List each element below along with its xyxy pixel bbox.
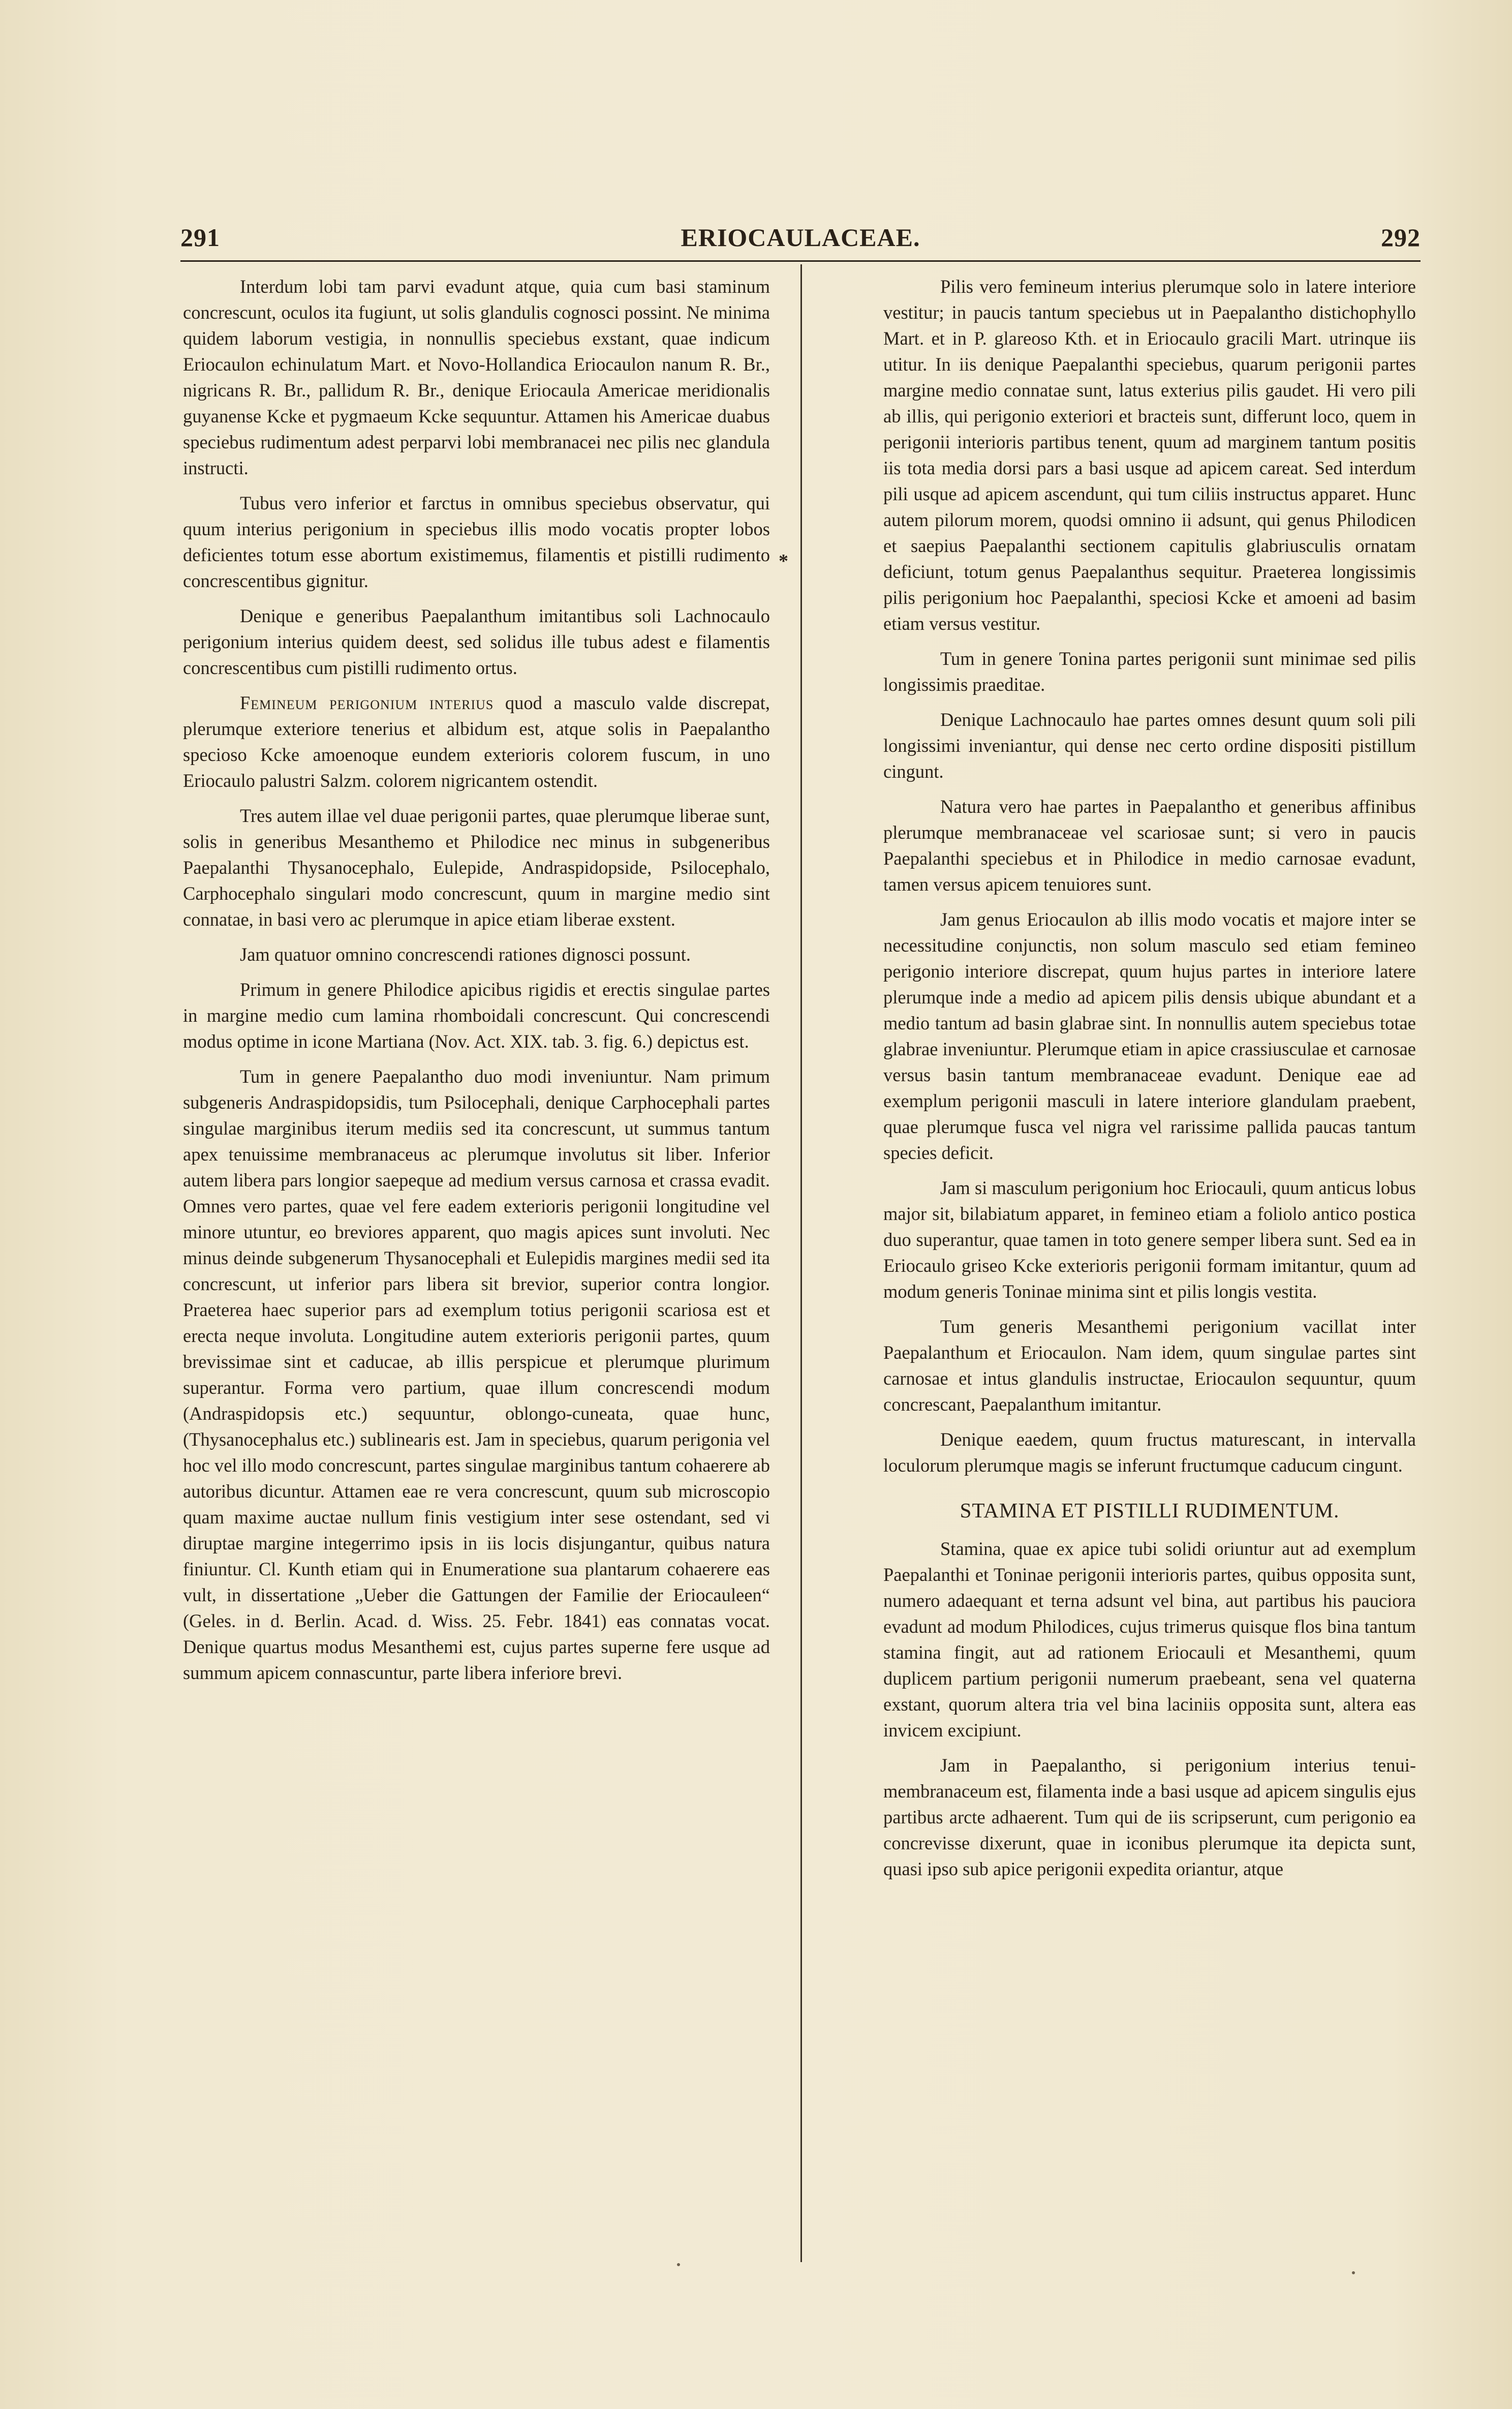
paragraph: Tum in genere Paepalantho duo modi inveniuntur. Nam primum subgeneris Andraspidopsidis, tum Psilocephali, denique Carphocephali partes singulae marginibus iterum mediis sed ita concrescunt, ut summus tantum apex tenuissime membranaceus ac plerumque involutus sit liber. Inferior autem libera pars longior saepeque ad medium versus carnosa et crassa evadit. Omnes vero partes, quae vel fere eadem exterioris perigonii longitudine vel minore utuntur, eo breviores apparent, quo magis apices sunt involuti. Nec minus deinde subgenerum Thysanocephali et Eulepidis margines medii sed ita concrescunt, ut inferior pars libera sit brevior, superior contra longior. Praeterea haec superior pars ad exemplum totius perigonii scariosa est et erecta neque involuta. Longitudine autem exterioris perigonii partes, quum brevissimae sint et caducae, ab illis perspicue et plerumque plurimum superantur. Forma vero partium, quae illum concrescendi modum (Andraspidopsis etc.) sequuntur, oblongo-cuneata, quae hunc, (Thysanocephalus etc.) sublinearis est. Jam in speciebus, quarum perigonia vel hoc vel illo modo concrescunt, partes singulae marginibus tantum cohaerere ab autoribus dicuntur. Attamen eae re vera concrescunt, quum sub microscopio quam maxime auctae nullum finis vestigium inter sese ostendant, sed vi diruptae margine integerrimo ipsis in iis locis disjungantur, quibus natura finiuntur. Cl. Kunth etiam qui in Enumeratione sua plantarum cohaerere eas vult, in dissertatione „Ueber die Gattungen der Familie der Eriocauleen“ (Geles. in d. Berlin. Acad. d. Wiss. 25. Febr. 1841) eas connatas vocat. Denique quartus modus Mesanthemi est, cujus partes superne fere usque ad summum apicem connascuntur, parte libera inferiore brevi. [183, 1066, 770, 1683]
header-rule [180, 260, 1421, 262]
column-divider [800, 264, 802, 2262]
paragraph: Jam in Paepalantho, si perigonium interius tenui-membranaceum est, filamenta inde a basi usque ad apicem singulis ejus partibus arcte adhaerent. Tum qui de iis scripserunt, cum perigonio ea concrevisse dixerunt, quae in iconibus plerumque ita depicta sunt, quasi ipso sub apice perigonii expedita oriantur, atque [883, 1755, 1416, 1879]
paragraph: Jam genus Eriocaulon ab illis modo vocatis et majore inter se necessitudine conjunctis, non solum masculo sed etiam femineo perigonio interiore discrepat, quum hujus partes in interiore latere plerumque inde a medio ad apicem pilis densis ubique abundant et a medio tantum ad basin glabrae sint. In nonnullis autem speciebus totae glabrae inveniuntur. Plerumque etiam in apice crassiusculae et carnosae versus basin tantum membranaceae evadunt. Denique eae ad exemplum perigonii masculi in latere interiore glandulam praebent, quae plerumque fusca vel nigra vel rarissime pallida paucas tantum species deficit. [883, 909, 1416, 1163]
section-heading: STAMINA ET PISTILLI RUDIMENTUM. [960, 1499, 1340, 1522]
page-number-right: 292 [1381, 223, 1421, 252]
page-number-left: 291 [180, 223, 220, 252]
paragraph: Denique Lachnocaulo hae partes omnes desunt quum soli pili longissimi inveniantur, qui dense nec certo ordine dispositi pistillum cingunt. [883, 709, 1416, 782]
paragraph: Pilis vero femineum interius plerumque solo in latere interiore vestitur; in paucis tantum speciebus ut in Paepalantho distichophyllo Mart. et in P. glareoso Kth. et in Eriocaulo gracili Mart. utrinque iis utitur. In iis denique Paepalanthi speciebus, quarum perigonii partes margine medio connatae sunt, latus exterius pilis gaudet. Hi vero pili ab illis, qui perigonio exteriori et bracteis sunt, differunt loco, quem in perigonii interioris partibus tenent, quum ad marginem tantum positis iis tota media dorsi pars a basi usque ad apicem careat. Sed interdum pili usque ad apicem ascendunt, qui tum ciliis instructus apparet. Hunc autem pilorum morem, quodsi omnino ii adsunt, qui genus Philodicen et saepius Paepalanthi sectionem capitulis glabriusculis ornatam deficiunt, totum genus Paepalanthus sequitur. Praeterea longissimis pilis perigonium hoc Paepalanthi, speciosi Kcke et amoeni ad basim etiam versus vestitur. [883, 276, 1416, 634]
paragraph-text: quod a masculo valde discrepat, plerumque exteriore tenerius et albidum est, atque solis in Paepalantho specioso Kcke amoenoque eundem exterioris colorem fuscum, in uno Eriocaulo palustri Salzm. colorem nigricantem ostendit. [183, 692, 770, 791]
paragraph: Stamina, quae ex apice tubi solidi oriuntur aut ad exemplum Paepalanthi et Toninae perigonii interioris partes, quibus opposita sunt, numero adaequant et terna adsunt vel bina, aut partibus his pauciora evadunt ad modum Philodices, cujus trimerus quisque flos bina tantum stamina fingit, aut ad rationem Eriocauli et Mesanthemi, quum duplicem partium perigonii numerum praebeant, sena vel quaterna exstant, quorum altera tria vel bina laciniis opposita sunt, altera eas invicem excipiunt. [883, 1538, 1416, 1741]
paragraph: Tum generis Mesanthemi perigonium vacillat inter Paepalanthum et Eriocaulon. Nam idem, quum singulae partes sint carnosae et intus glandulis instructae, Eriocaulon sequuntur, quum concrescant, Paepalanthum imitantur. [883, 1316, 1416, 1415]
paragraph: Tubus vero inferior et farctus in omnibus speciebus observatur, qui quum interius perigonium in speciebus illis modo vocatis propter lobos deficientes totum esse abortum existimemus, filamentis et pistilli rudimento concrescentibus gignitur. [183, 493, 770, 591]
paragraph: Denique e generibus Paepalanthum imitantibus soli Lachnocaulo perigonium interius quidem deest, sed solidus ille tubus adest e filamentis concrescentibus cum pistilli rudimento ortus. [183, 605, 770, 678]
paragraph: Jam quatuor omnino concrescendi rationes dignosci possunt. [240, 944, 691, 965]
paragraph: Tum in genere Tonina partes perigonii sunt minimae sed pilis longissimis praeditae. [883, 648, 1416, 695]
margin-mark: * [779, 551, 788, 572]
paragraph: Natura vero hae partes in Paepalantho et generibus affinibus plerumque membranaceae vel scariosae sunt; si vero in paucis Paepalanthi speciebus et in Philodice in medio carnosae evadunt, tamen versus apicem tenuiores sunt. [883, 796, 1416, 895]
ink-speck [677, 2263, 680, 2266]
paragraph [183, 690, 770, 794]
section-lead: Femineum perigonium interius [240, 692, 494, 713]
paragraph: Denique eaedem, quum fructus maturescant, in intervalla loculorum plerumque magis se inferunt fructumque caducum cingunt. [883, 1429, 1416, 1476]
paragraph: Interdum lobi tam parvi evadunt atque, quia cum basi staminum concrescunt, oculos ita fugiunt, ut solis glandulis cognosci possint. Ne minima quidem laborum vestigia, in nonnullis speciebus exstant, quae indicum Eriocaulon echinulatum Mart. et Novo-Hollandica Eriocaulon nanum R. Br., nigricans R. Br., pallidum R. Br., denique Eriocaula Americae meridionalis guyanense Kcke et pygmaeum Kcke sequuntur. Attamen his Americae duabus speciebus rudimentum adest perparvi lobi membranacei nec pilis nec glandula instructi. [183, 276, 770, 478]
ink-speck [1352, 2271, 1355, 2274]
paragraph: Tres autem illae vel duae perigonii partes, quae plerumque liberae sunt, solis in generibus Mesanthemo et Philodice nec minus in subgeneribus Paepalanthi Thysanocephalo, Eulepide, Andraspidopside, Psilocephalo, Carphocephalo singulari modo concrescunt, quum in margine medio sint connatae, in basi vero ac plerumque in apice etiam liberae exstent. [183, 805, 770, 930]
left-column [183, 273, 770, 1695]
paragraph: Jam si masculum perigonium hoc Eriocauli, quum anticus lobus major sit, bilabiatum apparet, in femineo etiam a foliolo antico postica duo superantur, quae tamen in toto genere semper libera sunt. Sed ea in Eriocaulo griseo Kcke exterioris perigonii formam imitantur, quum ad modum generis Toninae minima sint et pilis longis vestita. [883, 1177, 1416, 1302]
paragraph: Primum in genere Philodice apicibus rigidis et erectis singulae partes in margine medio cum lamina rhomboidali concrescunt. Qui concrescendi modus optime in icone Martiana (Nov. Act. XIX. tab. 3. fig. 6.) depictus est. [183, 979, 770, 1052]
running-title: ERIOCAULACEAE. [681, 223, 920, 252]
right-column [883, 273, 1416, 1891]
running-header [180, 223, 1421, 258]
